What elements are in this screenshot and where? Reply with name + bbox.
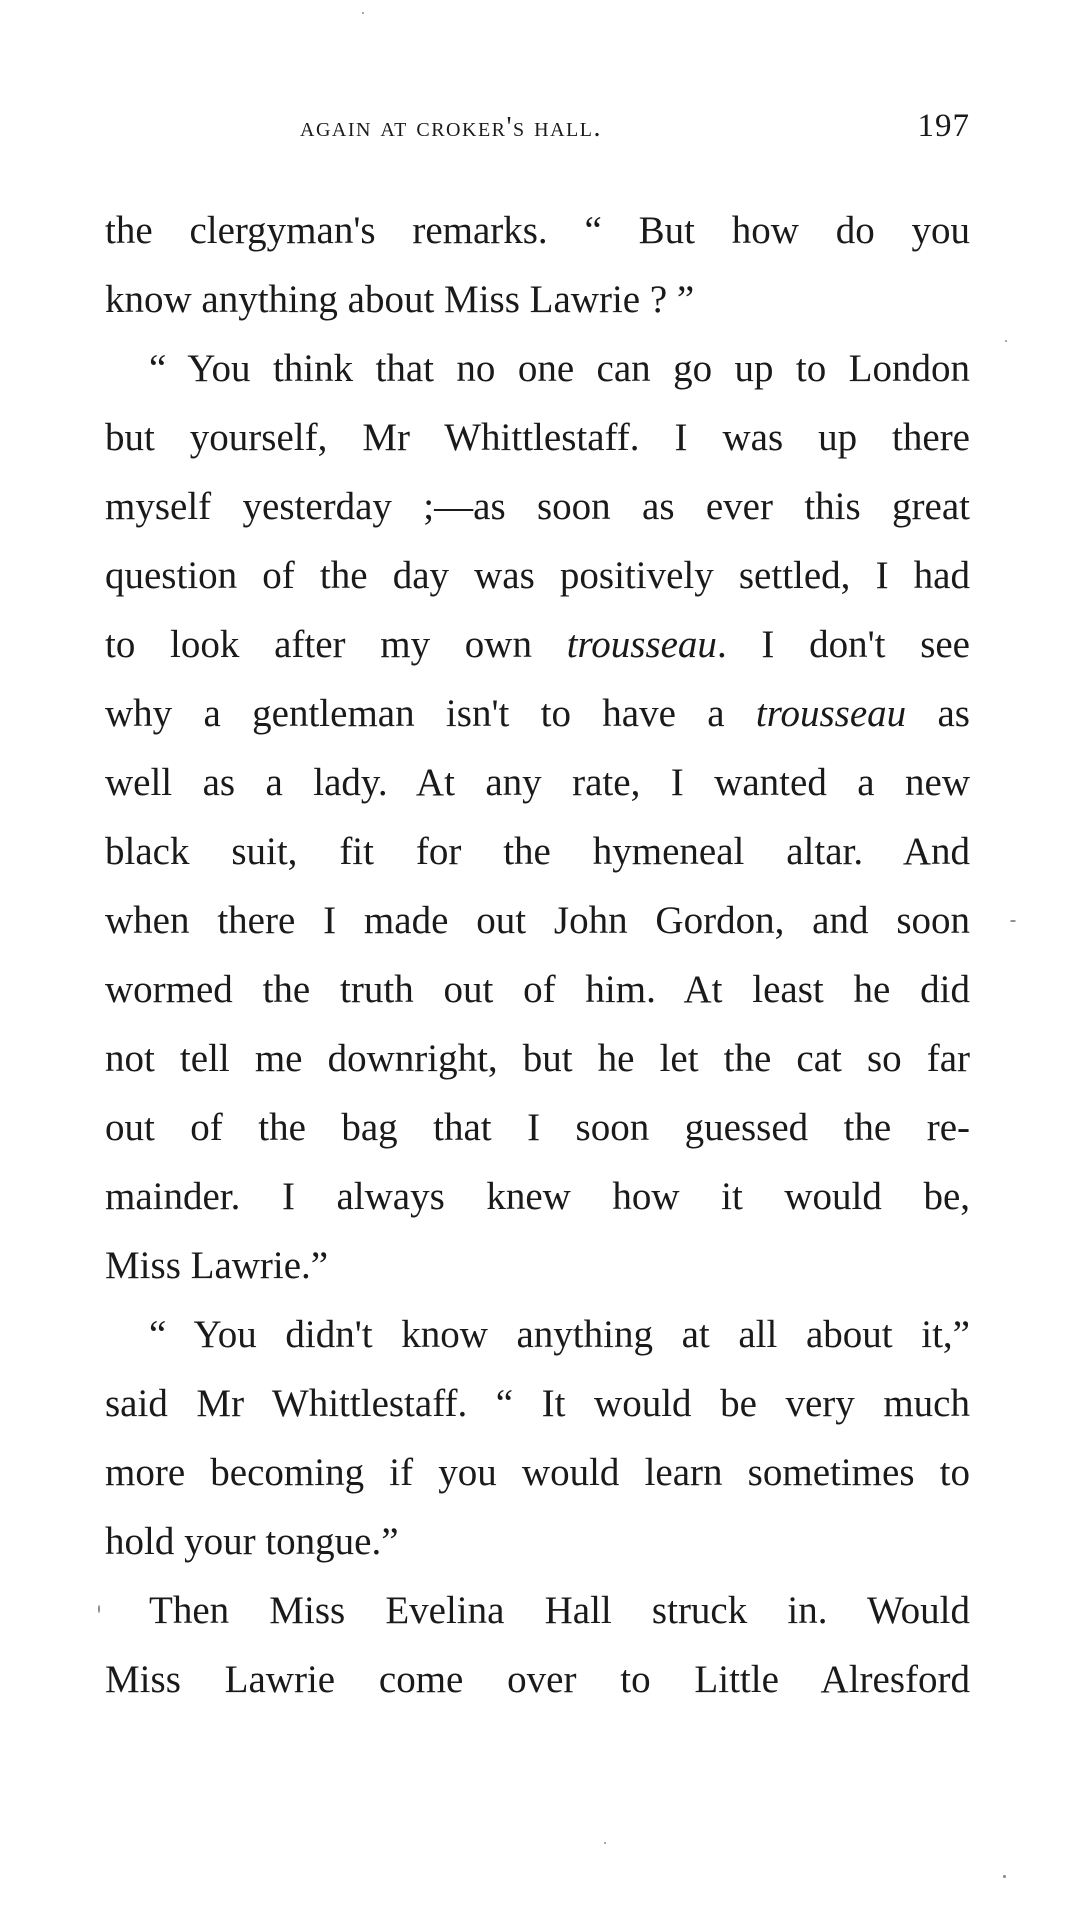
scan-speck bbox=[362, 12, 364, 14]
italic-word: trousseau bbox=[755, 692, 907, 735]
running-title: again at croker's hall. bbox=[300, 112, 602, 143]
text-line: hold your tongue.” bbox=[105, 1520, 399, 1563]
scan-speck bbox=[1010, 920, 1016, 922]
text-line: Miss Lawrie come over to Little Alresford bbox=[105, 1658, 970, 1701]
scan-speck bbox=[1003, 1875, 1006, 1878]
text-line: to look after my own trousseau. I don't see bbox=[105, 623, 970, 666]
text-line: the clergyman's remarks. “ But how do you bbox=[105, 209, 970, 252]
scan-speck bbox=[1005, 340, 1007, 342]
text-line: black suit, fit for the hymeneal altar. And bbox=[105, 830, 970, 873]
text-line: not tell me downright, but he let the cat so far bbox=[105, 1037, 970, 1080]
text-line: wormed the truth out of him. At least he did bbox=[105, 968, 970, 1011]
text-line: more becoming if you would learn sometimes to bbox=[105, 1451, 970, 1494]
scan-speck bbox=[604, 1842, 606, 1844]
text-line: but yourself, Mr Whittlestaff. I was up there bbox=[105, 416, 970, 459]
text-line: why a gentleman isn't to have a trousseau as bbox=[105, 692, 970, 735]
text-line: question of the day was positively settled, I had bbox=[105, 554, 970, 597]
text-line: mainder. I always knew how it would be, bbox=[105, 1175, 970, 1218]
scan-speck bbox=[98, 1605, 100, 1613]
italic-word: trousseau bbox=[566, 623, 717, 666]
page-number: 197 bbox=[917, 108, 970, 144]
text-line: Then Miss Evelina Hall struck in. Would bbox=[149, 1589, 970, 1632]
text-line: out of the bag that I soon guessed the re- bbox=[105, 1106, 970, 1149]
text-line: know anything about Miss Lawrie ? ” bbox=[105, 278, 695, 321]
text-line: said Mr Whittlestaff. “ It would be very much bbox=[105, 1382, 970, 1425]
text-line: well as a lady. At any rate, I wanted a new bbox=[105, 761, 970, 804]
text-line: Miss Lawrie.” bbox=[105, 1244, 329, 1287]
text-line: “ You think that no one can go up to London bbox=[149, 347, 970, 390]
text-line: “ You didn't know anything at all about it,” bbox=[149, 1313, 970, 1356]
text-line: when there I made out John Gordon, and soon bbox=[105, 899, 970, 942]
text-line: myself yesterday ;—as soon as ever this great bbox=[105, 485, 970, 528]
running-head bbox=[300, 108, 970, 152]
body-text bbox=[105, 196, 970, 1714]
